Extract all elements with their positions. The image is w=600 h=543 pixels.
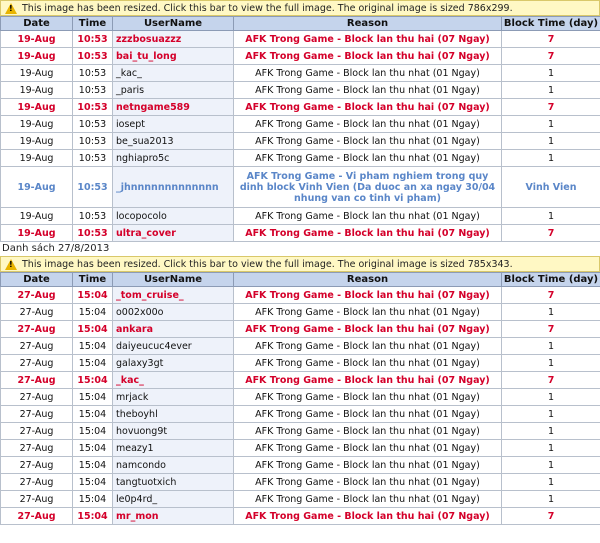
time-cell: 15:04 [73, 389, 113, 406]
date-cell: 19-Aug [1, 116, 73, 133]
block-time-cell: 1 [502, 65, 600, 82]
username-cell: _kac_ [113, 65, 234, 82]
date-cell: 27-Aug [1, 304, 73, 321]
time-cell: 15:04 [73, 372, 113, 389]
username-cell: netngame589 [113, 99, 234, 116]
table-row [1, 474, 600, 491]
date-cell: 27-Aug [1, 287, 73, 304]
time-cell: 10:53 [73, 116, 113, 133]
reason-cell: AFK Trong Game - Block lan thu nhat (01 Ngay) [234, 82, 502, 99]
table-row [1, 65, 600, 82]
header-time: Time [73, 273, 113, 287]
block-time-cell: 1 [502, 491, 600, 508]
time-cell: 15:04 [73, 355, 113, 372]
header-block-time: Block Time (day) [502, 17, 600, 31]
resize-notice-text: This image has been resized. Click this bar to view the full image. The original image is sized 786x299. [22, 2, 513, 14]
reason-cell: AFK Trong Game - Block lan thu nhat (01 Ngay) [234, 150, 502, 167]
time-cell: 15:04 [73, 321, 113, 338]
table-row [1, 338, 600, 355]
header-block-time: Block Time (day) [502, 273, 600, 287]
block-time-cell: 1 [502, 389, 600, 406]
date-cell: 27-Aug [1, 389, 73, 406]
section-label: Danh sách 27/8/2013 [2, 243, 110, 254]
username-cell: ultra_cover [113, 225, 234, 242]
date-cell: 27-Aug [1, 406, 73, 423]
reason-cell: AFK Trong Game - Block lan thu hai (07 Ngay) [234, 321, 502, 338]
date-cell: 19-Aug [1, 82, 73, 99]
time-cell: 10:53 [73, 65, 113, 82]
username-cell: locopocolo [113, 208, 234, 225]
username-cell: galaxy3gt [113, 355, 234, 372]
time-cell: 15:04 [73, 508, 113, 525]
header-username: UserName [113, 273, 234, 287]
table-row [1, 150, 600, 167]
table-row [1, 287, 600, 304]
reason-cell: AFK Trong Game - Vi pham nghiem trong quy dinh block Vinh Vien (Da duoc an xa ngay 30/04 nhung van co tinh vi pham) [234, 167, 502, 208]
table-row [1, 372, 600, 389]
time-cell: 15:04 [73, 491, 113, 508]
date-cell: 19-Aug [1, 167, 73, 208]
date-cell: 19-Aug [1, 48, 73, 65]
time-cell: 10:53 [73, 208, 113, 225]
time-cell: 10:53 [73, 133, 113, 150]
date-cell: 19-Aug [1, 31, 73, 48]
date-cell: 27-Aug [1, 457, 73, 474]
resize-notice-bar-1[interactable] [0, 0, 600, 16]
reason-cell: AFK Trong Game - Block lan thu nhat (01 Ngay) [234, 440, 502, 457]
table-row [1, 355, 600, 372]
block-time-cell: 7 [502, 48, 600, 65]
date-cell: 27-Aug [1, 321, 73, 338]
date-cell: 27-Aug [1, 423, 73, 440]
time-cell: 10:53 [73, 31, 113, 48]
username-cell: zzzbosuazzz [113, 31, 234, 48]
username-cell: _tom_cruise_ [113, 287, 234, 304]
date-cell: 19-Aug [1, 65, 73, 82]
username-cell: be_sua2013 [113, 133, 234, 150]
header-reason: Reason [234, 273, 502, 287]
time-cell: 10:53 [73, 150, 113, 167]
reason-cell: AFK Trong Game - Block lan thu nhat (01 Ngay) [234, 491, 502, 508]
header-time: Time [73, 17, 113, 31]
block-time-cell: 1 [502, 440, 600, 457]
username-cell: mr_mon [113, 508, 234, 525]
block-time-cell: 1 [502, 116, 600, 133]
time-cell: 15:04 [73, 440, 113, 457]
block-time-cell: 7 [502, 31, 600, 48]
table-row [1, 116, 600, 133]
table-row [1, 491, 600, 508]
header-username: UserName [113, 17, 234, 31]
time-cell: 15:04 [73, 338, 113, 355]
header-date: Date [1, 273, 73, 287]
resize-notice-bar-2[interactable] [0, 256, 600, 272]
table-header-row [1, 17, 600, 31]
block-time-cell: 1 [502, 457, 600, 474]
table-row [1, 31, 600, 48]
table-row [1, 389, 600, 406]
time-cell: 15:04 [73, 406, 113, 423]
table-row [1, 48, 600, 65]
username-cell: le0p4rd_ [113, 491, 234, 508]
table-row [1, 208, 600, 225]
reason-cell: AFK Trong Game - Block lan thu hai (07 Ngay) [234, 508, 502, 525]
table-row [1, 508, 600, 525]
username-cell: daiyeucuc4ever [113, 338, 234, 355]
username-cell: bai_tu_long [113, 48, 234, 65]
warning-icon: ! [5, 259, 17, 270]
block-time-cell: 7 [502, 321, 600, 338]
time-cell: 10:53 [73, 82, 113, 99]
block-time-cell: 7 [502, 372, 600, 389]
date-cell: 27-Aug [1, 355, 73, 372]
username-cell: meazy1 [113, 440, 234, 457]
block-time-cell: 7 [502, 225, 600, 242]
table-body [1, 287, 600, 525]
reason-cell: AFK Trong Game - Block lan thu nhat (01 Ngay) [234, 474, 502, 491]
reason-cell: AFK Trong Game - Block lan thu hai (07 Ngay) [234, 372, 502, 389]
block-time-cell: 1 [502, 133, 600, 150]
time-cell: 15:04 [73, 287, 113, 304]
date-cell: 27-Aug [1, 491, 73, 508]
reason-cell: AFK Trong Game - Block lan thu nhat (01 Ngay) [234, 116, 502, 133]
username-cell: _paris [113, 82, 234, 99]
time-cell: 15:04 [73, 304, 113, 321]
block-time-cell: 1 [502, 406, 600, 423]
block-time-cell: 7 [502, 99, 600, 116]
username-cell: ankara [113, 321, 234, 338]
table-row [1, 304, 600, 321]
reason-cell: AFK Trong Game - Block lan thu nhat (01 Ngay) [234, 389, 502, 406]
table-row [1, 321, 600, 338]
table-row [1, 406, 600, 423]
warning-icon: ! [5, 3, 17, 14]
block-table-27-aug [0, 272, 600, 525]
block-time-cell: 1 [502, 82, 600, 99]
time-cell: 10:53 [73, 48, 113, 65]
username-cell: _jhnnnnnnnnnnnnn [113, 167, 234, 208]
username-cell: o002x00o [113, 304, 234, 321]
date-cell: 27-Aug [1, 338, 73, 355]
time-cell: 10:53 [73, 99, 113, 116]
username-cell: namcondo [113, 457, 234, 474]
time-cell: 10:53 [73, 225, 113, 242]
username-cell: hovuong9t [113, 423, 234, 440]
block-time-cell: 1 [502, 338, 600, 355]
reason-cell: AFK Trong Game - Block lan thu nhat (01 Ngay) [234, 65, 502, 82]
date-cell: 19-Aug [1, 99, 73, 116]
table-row [1, 133, 600, 150]
date-cell: 27-Aug [1, 372, 73, 389]
block-time-cell: 1 [502, 474, 600, 491]
table-row [1, 423, 600, 440]
header-reason: Reason [234, 17, 502, 31]
reason-cell: AFK Trong Game - Block lan thu nhat (01 Ngay) [234, 208, 502, 225]
username-cell: _kac_ [113, 372, 234, 389]
reason-cell: AFK Trong Game - Block lan thu nhat (01 Ngay) [234, 423, 502, 440]
table-row [1, 440, 600, 457]
reason-cell: AFK Trong Game - Block lan thu hai (07 Ngay) [234, 31, 502, 48]
username-cell: tangtuotxich [113, 474, 234, 491]
block-time-cell: Vinh Vien [502, 167, 600, 208]
date-cell: 27-Aug [1, 508, 73, 525]
block-time-cell: 7 [502, 508, 600, 525]
reason-cell: AFK Trong Game - Block lan thu hai (07 Ngay) [234, 99, 502, 116]
username-cell: mrjack [113, 389, 234, 406]
username-cell: theboyhl [113, 406, 234, 423]
date-cell: 27-Aug [1, 474, 73, 491]
block-time-cell: 1 [502, 423, 600, 440]
date-cell: 19-Aug [1, 150, 73, 167]
reason-cell: AFK Trong Game - Block lan thu nhat (01 Ngay) [234, 304, 502, 321]
date-cell: 19-Aug [1, 225, 73, 242]
time-cell: 10:53 [73, 167, 113, 208]
reason-cell: AFK Trong Game - Block lan thu nhat (01 Ngay) [234, 133, 502, 150]
table-row [1, 99, 600, 116]
table-row [1, 82, 600, 99]
block-time-cell: 7 [502, 287, 600, 304]
reason-cell: AFK Trong Game - Block lan thu hai (07 Ngay) [234, 287, 502, 304]
reason-cell: AFK Trong Game - Block lan thu nhat (01 Ngay) [234, 457, 502, 474]
table-row [1, 457, 600, 474]
block-time-cell: 1 [502, 150, 600, 167]
block-time-cell: 1 [502, 304, 600, 321]
date-cell: 19-Aug [1, 208, 73, 225]
reason-cell: AFK Trong Game - Block lan thu hai (07 Ngay) [234, 225, 502, 242]
block-time-cell: 1 [502, 355, 600, 372]
time-cell: 15:04 [73, 423, 113, 440]
time-cell: 15:04 [73, 457, 113, 474]
reason-cell: AFK Trong Game - Block lan thu nhat (01 Ngay) [234, 338, 502, 355]
table-body [1, 31, 600, 242]
table-row [1, 225, 600, 242]
date-cell: 27-Aug [1, 440, 73, 457]
resize-notice-text: This image has been resized. Click this bar to view the full image. The original image is sized 785x343. [22, 258, 513, 270]
block-time-cell: 1 [502, 208, 600, 225]
time-cell: 15:04 [73, 474, 113, 491]
reason-cell: AFK Trong Game - Block lan thu nhat (01 Ngay) [234, 406, 502, 423]
header-date: Date [1, 17, 73, 31]
username-cell: iosept [113, 116, 234, 133]
table-header-row [1, 273, 600, 287]
date-cell: 19-Aug [1, 133, 73, 150]
table-row [1, 167, 600, 208]
reason-cell: AFK Trong Game - Block lan thu nhat (01 Ngay) [234, 355, 502, 372]
reason-cell: AFK Trong Game - Block lan thu hai (07 Ngay) [234, 48, 502, 65]
username-cell: nghiapro5c [113, 150, 234, 167]
block-table-19-aug [0, 16, 600, 242]
